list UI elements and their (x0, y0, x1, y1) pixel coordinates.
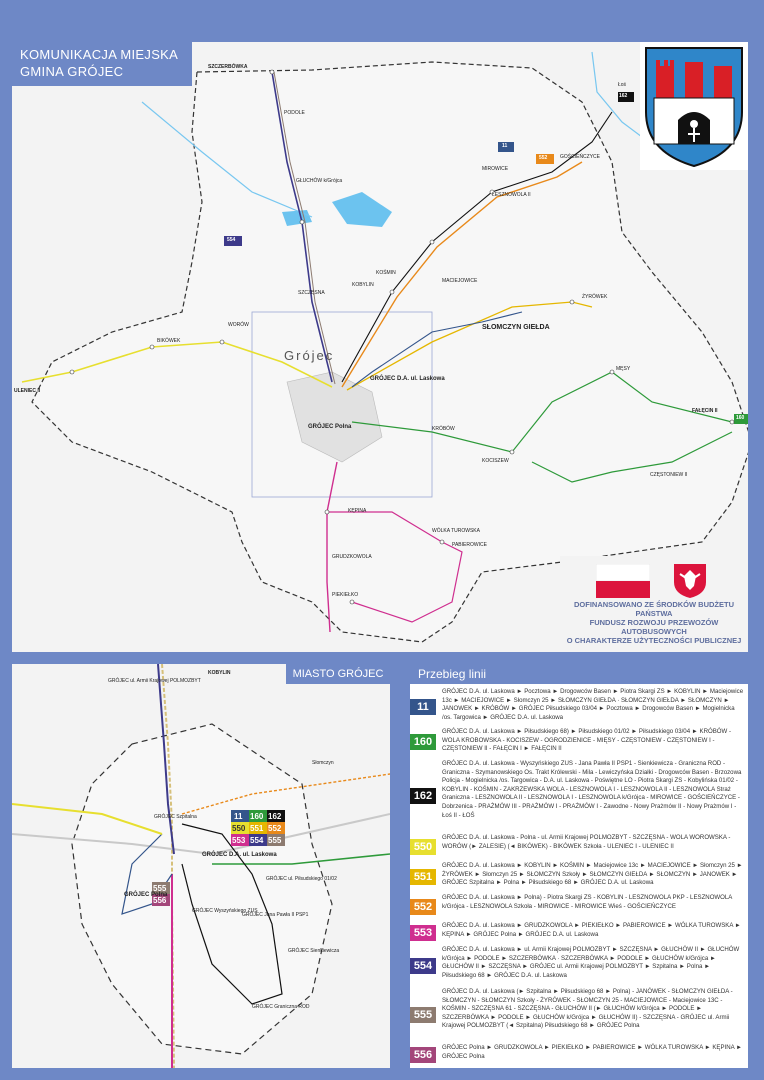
polish-eagle-icon (670, 560, 710, 600)
city-map (12, 664, 390, 1068)
route-badge-162: 162 (410, 788, 436, 804)
city-label-slomczyn: Słomczyn (312, 760, 334, 766)
city-map-svg (12, 664, 390, 1068)
route-row-162 (410, 760, 748, 832)
route-badge-556: 556 (410, 1047, 436, 1063)
legend-title: Przebieg linii (410, 664, 506, 684)
route-row-554 (410, 946, 748, 986)
city-label-jana: GRÓJEC Jana Pawła II PSP1 (242, 912, 309, 918)
route-badge-550: 550 (410, 839, 436, 855)
label-piekielko: PIEKIEŁKO (332, 592, 359, 598)
label-mirowice: MIROWICE (482, 166, 509, 172)
label-szczesna: SZCZĘSNA (298, 290, 325, 296)
city-label-wyszynskiego: GRÓJEC Wyszyńskiego ZUS (192, 908, 258, 914)
route-desc-553: GRÓJEC D.A. ul. Laskowa ► GRUDZKOWOLA ► PIEKIEŁKO ► PABIEROWICE ► WÓLKA TUROWSKA ► KĘPINA ► GRÓJEC Polna ► GRÓJEC D.A. ul. Laskowa (442, 922, 741, 938)
funding-line3: O CHARAKTERZE UŻYTECZNOŚCI PUBLICZNEJ (566, 636, 742, 645)
route-desc-11: GRÓJEC D.A. ul. Laskowa ► Pocztowa ► Drogowców Basen ► Piotra Skargi ZS ► KOBYLIN ► Maciejowice 13c ► MACIEJOWICE ► Słomczyn 25 ► SŁOMCZYN GIEŁDA · SŁOMCZYN GIEŁDA ► SŁOMCZYN ► JANOWEK ► KRÓBÓW ► GRÓJEC Piłsudskiego 03/04 ► Pocztowa ► Drogowców Basen ► Mogielnicka /os. Targowica ► GRÓJEC D.A. ul. Laskowa (442, 688, 744, 721)
route-badge-552: 552 (410, 899, 436, 915)
header-line1: KOMUNIKACJA MIEJSKA (20, 47, 179, 62)
route-badge-551: 551 (410, 869, 436, 885)
city-label-pilsudskiego: GRÓJEC ul. Piłsudskiego 01/02 (266, 876, 337, 882)
route-desc-555: GRÓJEC D.A. ul. Laskowa (► Szpitalna ► Piłsudskiego 68 ► Polna) - JANÓWEK - SŁOMCZYN GIEŁDA - SŁOMCZYN - SŁOMCZYN Szkoły - ŻYRÓWEK - SŁOMCZYN 25 - MACIEJOWICE - Maciejowice 13C - KOŚMIN - SZCZĘSNA 61 - SZCZĘSNA - GŁUCHÓW II (► GŁUCHÓW k/Grójca ► PODOLE ► SZCZERBÓWKA ► PODOLE ► GŁUCHÓW k/Grójca ► GŁUCHÓW II) - SZCZĘSNA - GRÓJEC ul. Armii Krajowej POLMOZBYT (◄ Szpitalna) Piłsudskiego 68 ► GRÓJEC Polna (442, 988, 733, 1030)
route-row-550 (410, 834, 748, 860)
label-grojec-da: GRÓJEC D.A. ul. Laskowa (370, 376, 445, 382)
label-szczerbowka: SZCZERBÓWKA (208, 64, 248, 70)
label-552: 552 (539, 155, 548, 161)
label-los-line: 162 (619, 93, 628, 99)
city-label-grojec-polna: GRÓJEC Polna (124, 892, 168, 898)
label-zyrowek: ŻYRÓWEK (582, 294, 608, 300)
route-badge-555: 555 (410, 1007, 436, 1023)
route-desc-551: GRÓJEC D.A. ul. Laskowa ► KOBYLIN ► KOŚMIN ► Maciejowice 13c ► MACIEJOWICE ► Słomczyn 25 ► ŻYRÓWEK ► Słomczyn 25 ► SŁOMCZYN Szkoły ► SŁOMCZYN GIEŁDA ► SŁOMCZYN ► JANOWEK ► GRÓJEC Szpitalna ► Polna ► Piłsudskiego 68 ► GRÓJEC D.A. ul. Laskowa (442, 862, 743, 887)
polish-flag-icon (596, 564, 650, 598)
city-badge-555b: 555 (153, 884, 167, 893)
route-desc-554: GRÓJEC D.A. ul. Laskowa ► ul. Armii Krajowej POLMOZBYT ► SZCZĘSNA ► GŁUCHÓW II ► GŁUCHÓW k/Grójca ► PODOLE ► SZCZERBÓWKA · SZCZERBÓWKA ► PODOLE ► GŁUCHÓW k/Grójca ► GŁUCHÓW II ► SZCZĘSNA ► GRÓJEC ul. Armii Krajowej POLMOZBYT ► Szpitalna ► Polna ► Piłsudskiego 68 ► GRÓJEC D.A. ul. Laskowa (442, 946, 740, 979)
label-los: Łoś (618, 82, 627, 88)
header-line2: GMINA GRÓJEC (20, 64, 124, 79)
label-town: Grójec (284, 348, 335, 363)
city-map-title: MIASTO GRÓJEC (286, 664, 390, 684)
route-legend (410, 684, 748, 1068)
route-row-551 (410, 862, 748, 892)
route-badge-553: 553 (410, 925, 436, 941)
city-label-szpitalna: GRÓJEC Szpitalna (154, 814, 197, 820)
city-label-kobylin: KOBYLIN (208, 670, 231, 676)
label-falecin-line: 160 (736, 415, 745, 421)
label-uleniec: ULENIEC II (14, 388, 41, 394)
route-badge-160: 160 (410, 734, 436, 750)
label-kosmin: KOŚMIN (376, 270, 396, 276)
route-row-11 (410, 688, 748, 726)
header-title (12, 42, 192, 86)
funding-line1: DOFINANSOWANO ZE ŚRODKÓW BUDŻETU PAŃSTWA (574, 600, 734, 618)
city-badge-11: 11 (234, 812, 243, 821)
label-podole: PODOLE (284, 110, 305, 116)
city-label-armii: GRÓJEC ul. Armii Krajowej POLMOZBYT (108, 678, 201, 684)
route-row-555 (410, 988, 748, 1042)
route-badge-11: 11 (410, 699, 436, 715)
city-badge-552: 552 (268, 824, 282, 833)
route-desc-556: GRÓJEC Polna ► GRUDZKOWOLA ► PIEKIEŁKO ► PABIEROWICE ► WÓLKA TUROWSKA ► KĘPINA ► GRÓJEC Polna (442, 1044, 743, 1060)
label-pabierowice: PABIEROWICE (452, 542, 487, 548)
label-leszno: LESZNOWOLA II (492, 192, 531, 198)
coat-of-arms (640, 42, 748, 170)
label-maciejowice: MACIEJOWICE (442, 278, 478, 284)
route-badge-554: 554 (410, 958, 436, 974)
city-badge-555: 555 (268, 836, 282, 845)
label-bikowek: BIKÓWEK (157, 338, 181, 344)
label-kobylin: KOBYLIN (352, 282, 374, 288)
label-kepina: KĘPINA (348, 508, 367, 514)
route-desc-162: GRÓJEC D.A. ul. Laskowa - Wyszyńskiego ZUS - Jana Pawła II PSP1 - Sienkiewicza - Graniczna ROD - Graniczna - Szymanowskiego Os. Trakt Królewski - Mila - Lewiczyńska Działki - Drogowców Basen - Brzozowa Policja - Mogielnicka /os. Targowica - D.A. ul. Laskowa - Poświętne LO - Piotra Skargi ZS - Kobylińska 01/02 - KOBYLIN - KOŚMIN - ZAKRZEWSKA WOLA - LESZNOWOLA I - LESZNOWOLA II - LESZNOWOLA Straż Graniczna - LESZNOWOLA II - LESZNOWOLA I - LESZNOWOLA k/Grójca - MIROWICE - GOŚCIEŃCZYCE - Dobrzenica - PRAŻMÓW III - PRAŻMÓW I - PRAŻMÓW I - Zawodne - Nowy Prażmów II - Nowy Prażmów I - Łoś II - ŁOŚ (442, 760, 742, 819)
city-badge-554: 554 (250, 836, 264, 845)
route-row-553 (410, 922, 748, 944)
route-row-160 (410, 728, 748, 756)
city-badge-550: 550 (232, 824, 246, 833)
route-row-556 (410, 1044, 748, 1066)
label-11: 11 (502, 143, 508, 149)
label-czestoniew: CZĘSTONIEW II (650, 472, 688, 478)
label-wolka: WÓLKA TUROWSKA (432, 528, 480, 534)
label-slomczyn: SŁOMCZYN GIEŁDA (482, 324, 550, 331)
label-kociszew: KOCISZEW (482, 458, 509, 464)
label-krobow: KRÓBÓW (432, 426, 455, 432)
city-badge-160: 160 (250, 812, 264, 821)
label-grudzkowola: GRUDZKOWOLA (332, 554, 372, 560)
city-badge-162: 162 (268, 812, 282, 821)
route-desc-550: GRÓJEC D.A. ul. Laskowa - Polna - ul. Armii Krajowej POLMOZBYT - SZCZĘSNA - WOLA WOROWSKA - WORÓW (► ZALESIE) (◄ BIKÓWEK) - BIKÓWEK Szkoła - ULENIEC I - ULENIEC II (442, 834, 731, 850)
city-badge-553: 553 (232, 836, 246, 845)
label-falecin: FAŁĘCIN II (692, 408, 718, 414)
river (592, 52, 642, 137)
label-grojec-polna: GRÓJEC Polna (308, 424, 352, 430)
city-label-graniczna: GRÓJEC Graniczna ROD (252, 1004, 310, 1010)
funding-line2: FUNDUSZ ROZWOJU PRZEWOZÓW AUTOBUSOWYCH (589, 618, 719, 636)
route-desc-552: GRÓJEC D.A. ul. Laskowa ► Polna) - Piotra Skargi ZS - KOBYLIN - LESZNOWOLA PKP - LESZNOWOLA k/Grójca - LESZNOWOLA Szkoła - MIROWICE - MIROWICE Wieś - GOŚCIEŃCZYCE (442, 894, 733, 910)
city-badge-551: 551 (250, 824, 264, 833)
label-gosciencz: GOŚCIEŃCZYCE (560, 154, 601, 160)
label-mesy: MĘSY (616, 366, 631, 372)
route-desc-160: GRÓJEC D.A. ul. Laskowa ► Piłsudskiego 68) ► Piłsudskiego 01/02 ► Piłsudskiego 03/04 ► KRÓBÓW - WOLA KROBOWSKA - KOCISZEW - OGRODZIENICE - MIĘSY - CZĘSTONIEW - CZĘSTONIEW I - CZĘSTONIEW II - FAŁĘCIN I ► FAŁĘCIN II (442, 728, 731, 753)
label-554: 554 (227, 237, 236, 243)
city-label-sienkiewicza: GRÓJEC Sienkiewicza (288, 948, 340, 954)
city-badge-556: 556 (153, 896, 167, 905)
label-gluchow: GŁUCHÓW k/Grójca (296, 178, 343, 184)
label-worow: WORÓW (228, 322, 249, 328)
city-label-grojec-da: GRÓJEC D.A. ul. Laskowa (202, 852, 277, 858)
funding-text (560, 600, 748, 645)
route-row-552 (410, 894, 748, 920)
